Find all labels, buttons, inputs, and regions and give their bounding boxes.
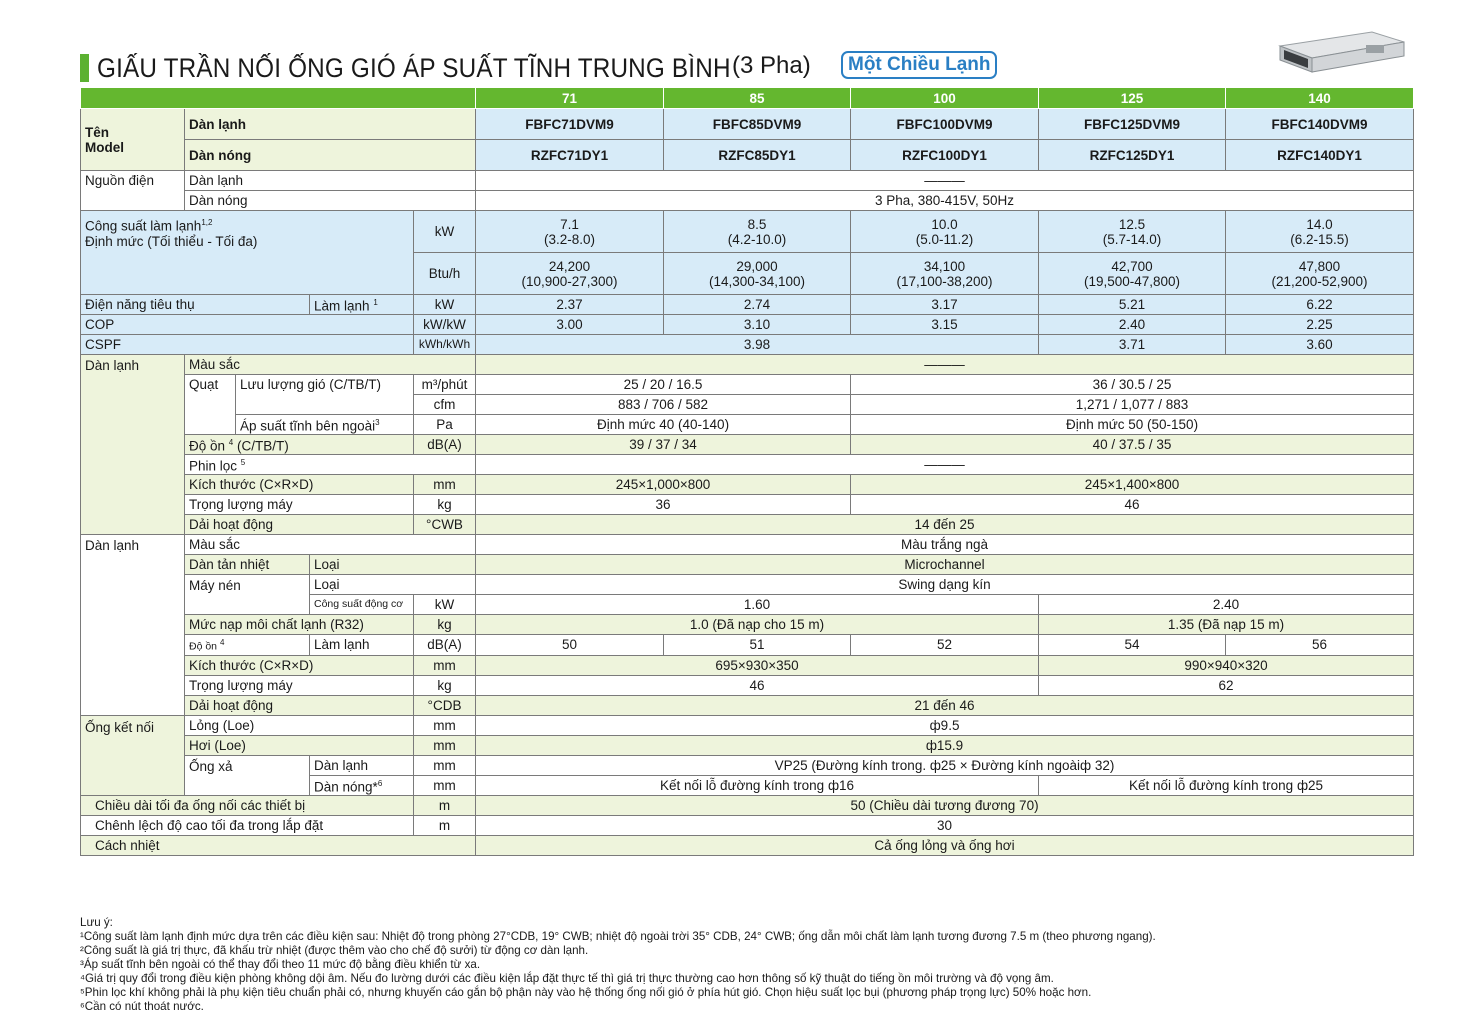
max-length-label: Chiều dài tối đa ống nối các thiết bị <box>81 795 414 815</box>
outdoor-range-label: Dải hoạt động <box>185 695 414 715</box>
max-height-value: 30 <box>476 815 1414 835</box>
capacity-kw-cell <box>476 211 664 253</box>
page-header <box>80 50 801 86</box>
outdoor-range-unit: °CDB <box>414 695 476 715</box>
capacity-label-line2: Định mức (Tối thiểu - Tối đa) <box>85 233 258 249</box>
outdoor-noise-value: 50 <box>476 635 664 656</box>
indoor-airflow-row <box>81 375 1414 395</box>
airflow-unit: cfm <box>414 395 476 415</box>
outdoor-dim-value: 990×940×320 <box>1039 655 1414 675</box>
model-outdoor-row <box>81 140 1414 171</box>
esp-value: Định mức 40 (40-140) <box>476 415 851 435</box>
capacity-header: 85 <box>664 88 851 109</box>
outdoor-noise-value: 51 <box>664 635 851 656</box>
airflow-value: 25 / 20 / 16.5 <box>476 375 851 395</box>
capacity-header-row <box>81 88 1414 109</box>
indoor-color-value: ——— <box>476 355 1414 375</box>
pipe-gas-row <box>81 735 1414 755</box>
filter-value: ——— <box>476 455 1414 475</box>
outdoor-noise-sup: 4 <box>219 638 225 647</box>
capacity-header: 71 <box>476 88 664 109</box>
indoor-weight-value: 46 <box>851 495 1414 515</box>
indoor-weight-label: Trọng lượng máy <box>185 495 414 515</box>
filter-label: Phin lọc <box>189 458 238 474</box>
drain-outdoor-value: Kết nối lỗ đường kính trong ф25 <box>1039 775 1414 795</box>
capacity-kw-cell <box>1226 211 1414 253</box>
compressor-value: Swing dạng kín <box>476 575 1414 595</box>
liquid-unit: mm <box>414 715 476 735</box>
drain-outdoor-label-cell <box>310 775 414 795</box>
model-indoor-label: Dàn lạnh <box>185 109 476 140</box>
indoor-weight-value: 36 <box>476 495 851 515</box>
power-indoor-row <box>81 171 1414 191</box>
indoor-noise-sup: 4 <box>228 438 234 448</box>
capacity-header: 100 <box>851 88 1039 109</box>
cop-value: 3.10 <box>664 315 851 335</box>
gas-unit: mm <box>414 735 476 755</box>
indoor-model: FBFC125DVM9 <box>1039 109 1226 140</box>
esp-unit: Pa <box>414 415 476 435</box>
filter-label-cell <box>185 455 476 475</box>
airflow-value: 1,271 / 1,077 / 883 <box>851 395 1414 415</box>
outdoor-coil-row <box>81 555 1414 575</box>
consumption-label: Điện năng tiêu thụ <box>81 295 310 315</box>
indoor-noise-value: 40 / 37.5 / 35 <box>851 435 1414 455</box>
cspf-label: CSPF <box>81 335 414 355</box>
liquid-value: ф9.5 <box>476 715 1414 735</box>
capacity-btu-value: 34,100 <box>923 258 966 274</box>
indoor-section-label: Dàn lạnh <box>81 355 185 535</box>
filter-sup: 5 <box>240 458 246 468</box>
cspf-value: 3.60 <box>1226 335 1414 355</box>
spec-table <box>80 88 1414 856</box>
model-outdoor-label: Dàn nóng <box>185 140 476 171</box>
outdoor-model: RZFC71DY1 <box>476 140 664 171</box>
capacity-kw-cell <box>1039 211 1226 253</box>
page-title: GIẤU TRẦN NỐI ỐNG GIÓ ÁP SUẤT TĨNH TRUNG BÌNH <box>97 52 731 83</box>
airflow-value: 883 / 706 / 582 <box>476 395 851 415</box>
cop-label: COP <box>81 315 414 335</box>
model-indoor-row <box>81 109 1414 140</box>
drain-outdoor-label: Dàn nóng* <box>314 779 378 795</box>
max-length-value: 50 (Chiều dài tương đương 70) <box>476 795 1414 815</box>
footnotes <box>80 916 1410 1014</box>
outdoor-range-value: 21 đến 46 <box>476 695 1414 715</box>
power-outdoor-row <box>81 191 1414 211</box>
motor-value: 2.40 <box>1039 595 1414 615</box>
capacity-kw-row <box>81 211 1414 253</box>
capacity-kw-cell <box>664 211 851 253</box>
airflow-label: Lưu lượng gió (C/TB/T) <box>236 375 414 415</box>
indoor-weight-unit: kg <box>414 495 476 515</box>
cop-value: 3.00 <box>476 315 664 335</box>
outdoor-model: RZFC140DY1 <box>1226 140 1414 171</box>
pipe-drain-indoor-row <box>81 755 1414 775</box>
capacity-header: 125 <box>1039 88 1226 109</box>
capacity-kw-value: 7.1 <box>560 216 579 232</box>
outdoor-color-value: Màu trắng ngà <box>476 535 1414 555</box>
capacity-btu-range: (14,300-34,100) <box>708 273 806 289</box>
consumption-row <box>81 295 1414 315</box>
consumption-sub-sup: 1 <box>373 298 378 308</box>
power-label: Nguồn điện <box>81 171 185 211</box>
indoor-color-label: Màu sắc <box>185 355 476 375</box>
outdoor-noise-value: 56 <box>1226 635 1414 656</box>
indoor-noise-suffix: (C/TB/T) <box>237 438 289 454</box>
compressor-type-label: Loại <box>310 575 476 595</box>
drain-outdoor-unit: mm <box>414 775 476 795</box>
footnote: ⁶Cần có nút thoát nước. <box>80 1000 204 1013</box>
capacity-btu-range: (10,900-27,300) <box>521 273 618 289</box>
cop-row <box>81 315 1414 335</box>
phase-label: (3 Pha) <box>732 52 811 79</box>
capacity-btu-unit: Btu/h <box>414 253 476 295</box>
outdoor-dim-label: Kích thước (C×R×D) <box>185 655 414 675</box>
capacity-kw-range: (5.7-14.0) <box>1102 231 1162 247</box>
indoor-range-value: 14 đến 25 <box>476 515 1414 535</box>
footnote: ⁴Giá trị quy đổi trong điều kiện phòng không dội âm. Nếu đo lường dưới các điều kiện lắp đặt thực tế thì giá trị thực thường cao hơn thông số kỹ thuật do tiếng ồn môi trường và độ vọng âm. <box>80 972 1054 985</box>
coil-type-label: Loại <box>310 555 476 575</box>
indoor-noise-label: Độ ồn <box>189 438 226 454</box>
outdoor-range-row <box>81 695 1414 715</box>
footnote: ¹Công suất làm lạnh định mức dựa trên các điều kiện sau: Nhiệt độ trong phòng 27°CDB, 19° CWB; nhiệt độ ngoài trời 35° CDB, 24° CWB; ống dẫn môi chất làm lạnh tương đương 7.5 m (theo phương ngang). <box>80 930 1156 943</box>
model-group-label: Tên Model <box>81 109 185 171</box>
capacity-btu-value: 24,200 <box>548 258 591 274</box>
outdoor-noise-label: Độ ồn <box>189 640 218 653</box>
mode-badge: Một Chiều Lạnh <box>841 51 997 79</box>
cop-value: 2.40 <box>1039 315 1226 335</box>
capacity-label-sup: 1,2 <box>201 218 213 227</box>
outdoor-model: RZFC125DY1 <box>1039 140 1226 171</box>
drain-indoor-label: Dàn lạnh <box>310 755 414 775</box>
capacity-btu-cell <box>851 253 1039 295</box>
outdoor-color-row <box>81 535 1414 555</box>
capacity-btu-cell <box>664 253 851 295</box>
indoor-esp-row <box>81 415 1414 435</box>
indoor-dim-value: 245×1,000×800 <box>476 475 851 495</box>
consumption-value: 2.37 <box>476 295 664 315</box>
indoor-model: FBFC85DVM9 <box>664 109 851 140</box>
title-accent-bar <box>80 54 89 82</box>
capacity-label <box>81 211 414 295</box>
indoor-filter-row <box>81 455 1414 475</box>
consumption-value: 5.21 <box>1039 295 1226 315</box>
drain-outdoor-sup: 6 <box>377 778 383 788</box>
indoor-dim-value: 245×1,400×800 <box>851 475 1414 495</box>
outdoor-noise-row <box>81 635 1414 656</box>
capacity-btu-range: (21,200-52,900) <box>1271 273 1368 289</box>
max-height-label: Chênh lệch độ cao tối đa trong lắp đặt <box>81 815 414 835</box>
outdoor-dim-row <box>81 655 1414 675</box>
power-indoor-label: Dàn lạnh <box>185 171 476 191</box>
airflow-unit: m³/phút <box>414 375 476 395</box>
insulation-value: Cả ống lỏng và ống hơi <box>476 835 1414 855</box>
consumption-sub-cell <box>310 295 414 315</box>
indoor-range-row <box>81 515 1414 535</box>
power-outdoor-value: 3 Pha, 380-415V, 50Hz <box>476 191 1414 211</box>
max-height-unit: m <box>414 815 476 835</box>
outdoor-model: RZFC85DY1 <box>664 140 851 171</box>
motor-value: 1.60 <box>476 595 1039 615</box>
capacity-header: 140 <box>1226 88 1414 109</box>
capacity-btu-value: 29,000 <box>736 258 778 274</box>
coil-value: Microchannel <box>476 555 1414 575</box>
esp-sup: 3 <box>375 418 380 428</box>
consumption-unit: kW <box>414 295 476 315</box>
charge-value: 1.0 (Đã nạp cho 15 m) <box>476 615 1039 635</box>
ducted-unit-illustration <box>1276 28 1408 76</box>
indoor-model: FBFC140DVM9 <box>1226 109 1414 140</box>
pipe-liquid-row <box>81 715 1414 735</box>
capacity-kw-range: (4.2-10.0) <box>727 231 787 247</box>
outdoor-noise-unit: dB(A) <box>414 635 476 656</box>
indoor-color-row <box>81 355 1414 375</box>
footnote: ⁵Phin lọc khí không phải là phụ kiện tiêu chuẩn phải có, nhưng khuyến cáo gắn bộ phận này vào hệ thống ống nối gió ở phía hút gió. Chọn hiệu suất lọc bụi (phương pháp trọng lực) 50% hoặc hơn. <box>80 986 1092 999</box>
cspf-value: 3.98 <box>476 335 1039 355</box>
insulation-label: Cách nhiệt <box>81 835 476 855</box>
drain-indoor-value: VP25 (Đường kính trong. ф25 × Đường kính ngoàiф 32) <box>476 755 1414 775</box>
consumption-value: 6.22 <box>1226 295 1414 315</box>
capacity-btu-value: 47,800 <box>1298 258 1341 274</box>
esp-label: Áp suất tĩnh bên ngoài <box>240 418 376 434</box>
footnote: ³Áp suất tĩnh bên ngoài có thể thay đổi theo 11 mức độ bằng điều khiển từ xa. <box>80 958 481 971</box>
capacity-kw-value: 14.0 <box>1306 216 1333 232</box>
gas-value: ф15.9 <box>476 735 1414 755</box>
esp-value: Định mức 50 (50-150) <box>851 415 1414 435</box>
outdoor-noise-sub: Làm lạnh <box>310 635 414 656</box>
capacity-btu-range: (17,100-38,200) <box>896 273 993 289</box>
liquid-label: Lỏng (Loe) <box>185 715 414 735</box>
consumption-sub: Làm lạnh <box>314 298 370 314</box>
cop-unit: kW/kW <box>414 315 476 335</box>
indoor-range-unit: °CWB <box>414 515 476 535</box>
outdoor-section-label: Dàn lạnh <box>81 535 185 716</box>
footnotes-heading: Lưu ý: <box>80 916 113 929</box>
capacity-kw-value: 12.5 <box>1118 216 1146 232</box>
outdoor-weight-label: Trọng lượng máy <box>185 675 414 695</box>
drain-outdoor-value: Kết nối lỗ đường kính trong ф16 <box>476 775 1039 795</box>
outdoor-model: RZFC100DY1 <box>851 140 1039 171</box>
indoor-dim-label: Kích thước (C×R×D) <box>185 475 414 495</box>
max-length-row <box>81 795 1414 815</box>
outdoor-dim-value: 695×930×350 <box>476 655 1039 675</box>
consumption-value: 2.74 <box>664 295 851 315</box>
charge-unit: kg <box>414 615 476 635</box>
gas-label: Hơi (Loe) <box>185 735 414 755</box>
capacity-kw-value: 8.5 <box>747 216 767 232</box>
cspf-value: 3.71 <box>1039 335 1226 355</box>
cop-value: 2.25 <box>1226 315 1414 335</box>
outdoor-comp-row <box>81 575 1414 595</box>
fan-label: Quạt <box>185 375 236 435</box>
indoor-range-label: Dải hoạt động <box>185 515 414 535</box>
insulation-row <box>81 835 1414 855</box>
capacity-kw-value: 10.0 <box>931 216 958 232</box>
outdoor-weight-unit: kg <box>414 675 476 695</box>
footnote: ²Công suất là giá trị thực, đã khấu trừ nhiệt (được thêm vào cho chế độ sưởi) từ động cơ dàn lạnh. <box>80 944 589 957</box>
power-outdoor-label: Dàn nóng <box>185 191 476 211</box>
drain-label: Ống xả <box>185 755 310 795</box>
indoor-weight-row <box>81 495 1414 515</box>
drain-indoor-unit: mm <box>414 755 476 775</box>
outdoor-weight-row <box>81 675 1414 695</box>
motor-label: Công suất động cơ <box>310 595 414 615</box>
capacity-btu-cell <box>1226 253 1414 295</box>
capacity-btu-range: (19,500-47,800) <box>1083 273 1181 289</box>
indoor-noise-unit: dB(A) <box>414 435 476 455</box>
cspf-row <box>81 335 1414 355</box>
capacity-label-line1: Công suất làm lạnh <box>85 218 202 234</box>
outdoor-weight-value: 62 <box>1039 675 1414 695</box>
coil-label: Dàn tản nhiệt <box>185 555 310 575</box>
indoor-noise-value: 39 / 37 / 34 <box>476 435 851 455</box>
motor-unit: kW <box>414 595 476 615</box>
capacity-kw-range: (5.0-11.2) <box>915 231 974 247</box>
compressor-label: Máy nén <box>185 575 310 615</box>
power-indoor-value: ——— <box>476 171 1414 191</box>
capacity-btu-cell <box>1039 253 1226 295</box>
consumption-value: 3.17 <box>851 295 1039 315</box>
cspf-unit: kWh/kWh <box>414 335 476 355</box>
capacity-kw-range: (3.2-8.0) <box>544 231 596 247</box>
outdoor-weight-value: 46 <box>476 675 1039 695</box>
max-height-row <box>81 815 1414 835</box>
outdoor-noise-label-cell <box>185 635 310 656</box>
indoor-model: FBFC100DVM9 <box>851 109 1039 140</box>
capacity-kw-unit: kW <box>414 211 476 253</box>
outdoor-noise-value: 54 <box>1039 635 1226 656</box>
indoor-dim-row <box>81 475 1414 495</box>
esp-label-cell <box>236 415 414 435</box>
outdoor-noise-value: 52 <box>851 635 1039 656</box>
capacity-btu-value: 42,700 <box>1111 258 1153 274</box>
indoor-dim-unit: mm <box>414 475 476 495</box>
indoor-noise-label-cell <box>185 435 414 455</box>
outdoor-dim-unit: mm <box>414 655 476 675</box>
cop-value: 3.15 <box>851 315 1039 335</box>
charge-value: 1.35 (Đã nạp 15 m) <box>1039 615 1414 635</box>
charge-label: Mức nạp môi chất lạnh (R32) <box>185 615 414 635</box>
piping-label: Ống kết nối <box>81 715 185 795</box>
capacity-kw-cell <box>851 211 1039 253</box>
outdoor-charge-row <box>81 615 1414 635</box>
capacity-kw-range: (6.2-15.5) <box>1290 231 1349 247</box>
capacity-btu-cell <box>476 253 664 295</box>
airflow-value: 36 / 30.5 / 25 <box>851 375 1414 395</box>
indoor-model: FBFC71DVM9 <box>476 109 664 140</box>
indoor-noise-row <box>81 435 1414 455</box>
outdoor-color-label: Màu sắc <box>185 535 476 555</box>
max-length-unit: m <box>414 795 476 815</box>
